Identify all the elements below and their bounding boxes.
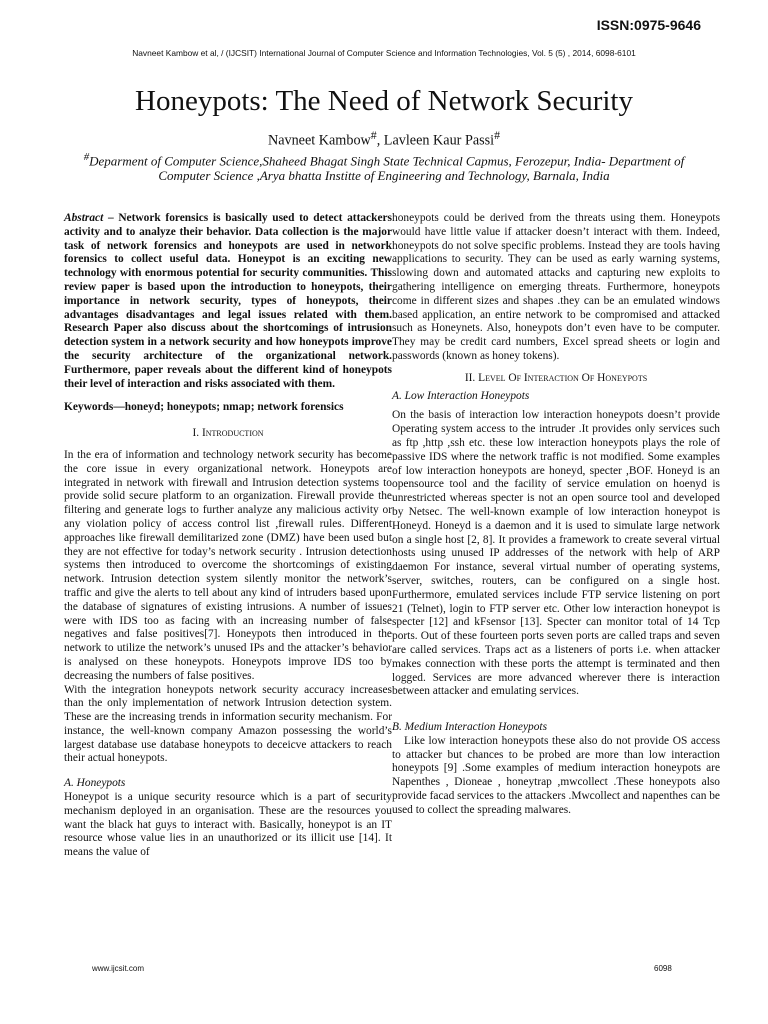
low-interaction-paragraph: On the basis of interaction low interaction honeypots doesn’t provide Operating system access to the intruder .It provides only services such as ftp ,http ,ssh etc. these low interaction honeypots plays the role of passive IDS where the network traffic is not modified. Some examples of low interaction honeypots are honeyd, specter ,BOF. Honeyd is an opensource tool and the facility of service emulation on hoenyd is unrestricted whereas specter is not an open source tool and developed by Netsec. The well-known example of low interaction honeypot is Honeyd. Honeyd is a daemon and it is used to simulate large network on a single host [2, 8]. It provides a framework to create several virtual hosts using unused IP addresses of the network with help of ARP daemon For instance, several virtual number of operating systems, server, switches, routers, can be configured on a single host. Furthermore, emulated services include FTP service listening on port 21 (Telnet), login to FTP server etc. Other low interaction honeypot is specter [12] and kFsensor [13]. Specter can monitor total of 14 Tcp ports. Out of these fourteen ports seven ports are called traps and seven are called services. Traps act as a listeners of ports i.e. when attacker makes connection with these ports the attempt is terminated and then logged. Services are more advanced wherever there is interaction between attacker and emulating services. [392,409,720,698]
section-title: Introduction [201,427,264,440]
authors [0,128,768,150]
issn-label: ISSN:0975-9646 [596,17,701,33]
abstract-text: Network forensics is basically used to detect attackers activity and to analyze their behavior. Data collection is the major task of network forensics and honeypots are used in network forensics to collect useful data. Honeypot is an exciting new technology with enormous potential for security communities. This review paper is based upon the introduction to honeypots, their importance in network security, types of honeypots, their advantages disadvantages and legal issues related with them. Research Paper also discuss about the shortcomings of intrusion detection system in a network security and how honeypots improve the security architecture of the organizational network. Furthermore, paper reveals about the different kind of honeypots their level of interaction and risks associated with them. [64,212,392,390]
section-heading-introduction [64,427,392,441]
left-column [64,212,392,860]
keywords: Keywords—honeyd; honeypots; nmap; network forensics [64,401,344,414]
introduction-paragraph: In the era of information and technology network security has become the core issue in every organizational network. Honeypots are integrated in network with firewall and Intrusion detection systems to provide solid secure platform to an organization. Firewall provide the filtering and generate logs to further analyze any malicious activity or any violation policy of access control list ,firewall rules. Different approaches like firewall demilitarized zone (DMZ) have been used but they are not effective for today’s network security . Intrusion detection systems then introduced to overcome the shortcomings of existing network. Intrusion detection system silently monitor the network’s traffic and give the alerts to tell about any kind of intruders based upon the database of signatures of existing intrusions. A number of issues were with IDS too as facing with an increasing number of false negatives and false positives[7]. Honeypots then introduced in the network to utilize the network’s unused IPs and the attacker’s behavior is analysed on these honeypots. Honeypots improve IDS too by decreasing the numbers of false positives. [64,448,392,682]
abstract [64,212,392,391]
honeypots-paragraph: Honeypot is a unique security resource which is a part of security mechanism deployed in an organisation. These are the resources you want the black hat guys to interact with. Basically, honeypot is an IT resource whose value lies in an unauthorized or its illicit use [14]. It means the value of [64,791,392,859]
subsection-heading-low-interaction: A. Low Interaction Honeypots [392,389,530,402]
medium-interaction-paragraph: Like low interaction honeypots these also do not provide OS access to attacker but chances to be probed are more than low interaction honeypots [9] .Some examples of medium interaction honeypots are Napenthes , Dioneae , honeytrap ,mwcollect .These honeypots also provide facad services to the attackers .Mwcollect and napenthes can be used to collect the spreading malwares. [392,734,720,816]
footer-url: www.ijcsit.com [92,964,145,973]
author-name: Lavleen Kaur Passi [383,132,495,149]
section-heading-level-of-interaction [392,372,720,386]
affiliation-mark: # [83,151,90,163]
section-title: Level Of Interaction Of Honeypots [478,371,648,384]
section-number: I. [192,427,200,440]
paper-title: Honeypots: The Need of Network Security [135,85,633,117]
honeypots-paragraph-continued: honeypots could be derived from the threats using them. Honeypots would have little value if attacker doesn’t interact with them. Indeed, honeypots do not solve specific problems. Instead they are tools having applications to security. They can be used as early warning systems, slowing down and automated attacks and capturing new exploits to gathering intelligence on emerging threats. Furthermore, honeypots come in different sizes and shapes .they can be an emulated windows based application, an entire network to be compromised and attacked such as Honeynets. Also, honeypots don’t even have to be computer. They may be credit card numbers, Excel spread sheets or login and passwords (known as honey tokens). [392,212,720,362]
subsection-heading-medium-interaction: B. Medium Interaction Honeypots [392,721,548,734]
affiliation [80,150,688,183]
author-affiliation-mark: # [370,128,377,142]
author-separator: , [376,132,384,149]
right-column [392,212,720,818]
subsection-heading-honeypots: A. Honeypots [64,777,126,790]
author-affiliation-mark: # [494,128,501,142]
section-number: II. [464,371,476,384]
author-name: Navneet Kambow [267,132,371,149]
affiliation-text: Deparment of Computer Science,Shaheed Bhagat Singh State Technical Capmus, Ferozepur, India- Department of Computer Science ,Arya bhatta Institte of Engineering and Technology, Barnala, India [89,153,685,184]
page-number: 6098 [654,964,672,973]
journal-header: Navneet Kambow et al, / (IJCSIT) International Journal of Computer Science and Information Technologies, Vol. 5 (5) , 2014, 6098-6101 [132,48,636,58]
introduction-paragraph: With the integration honeypots network security accuracy increases than the only implementation of network Intrusion detection system. These are the increasing trends in information security mechanism. For instance, the well-known company Amazon possessing the world’s largest database use database honeypots to deceicve attackers to reach their actual honeypots. [64,683,392,765]
abstract-dash: – [103,212,119,224]
abstract-label: Abstract [64,212,104,224]
